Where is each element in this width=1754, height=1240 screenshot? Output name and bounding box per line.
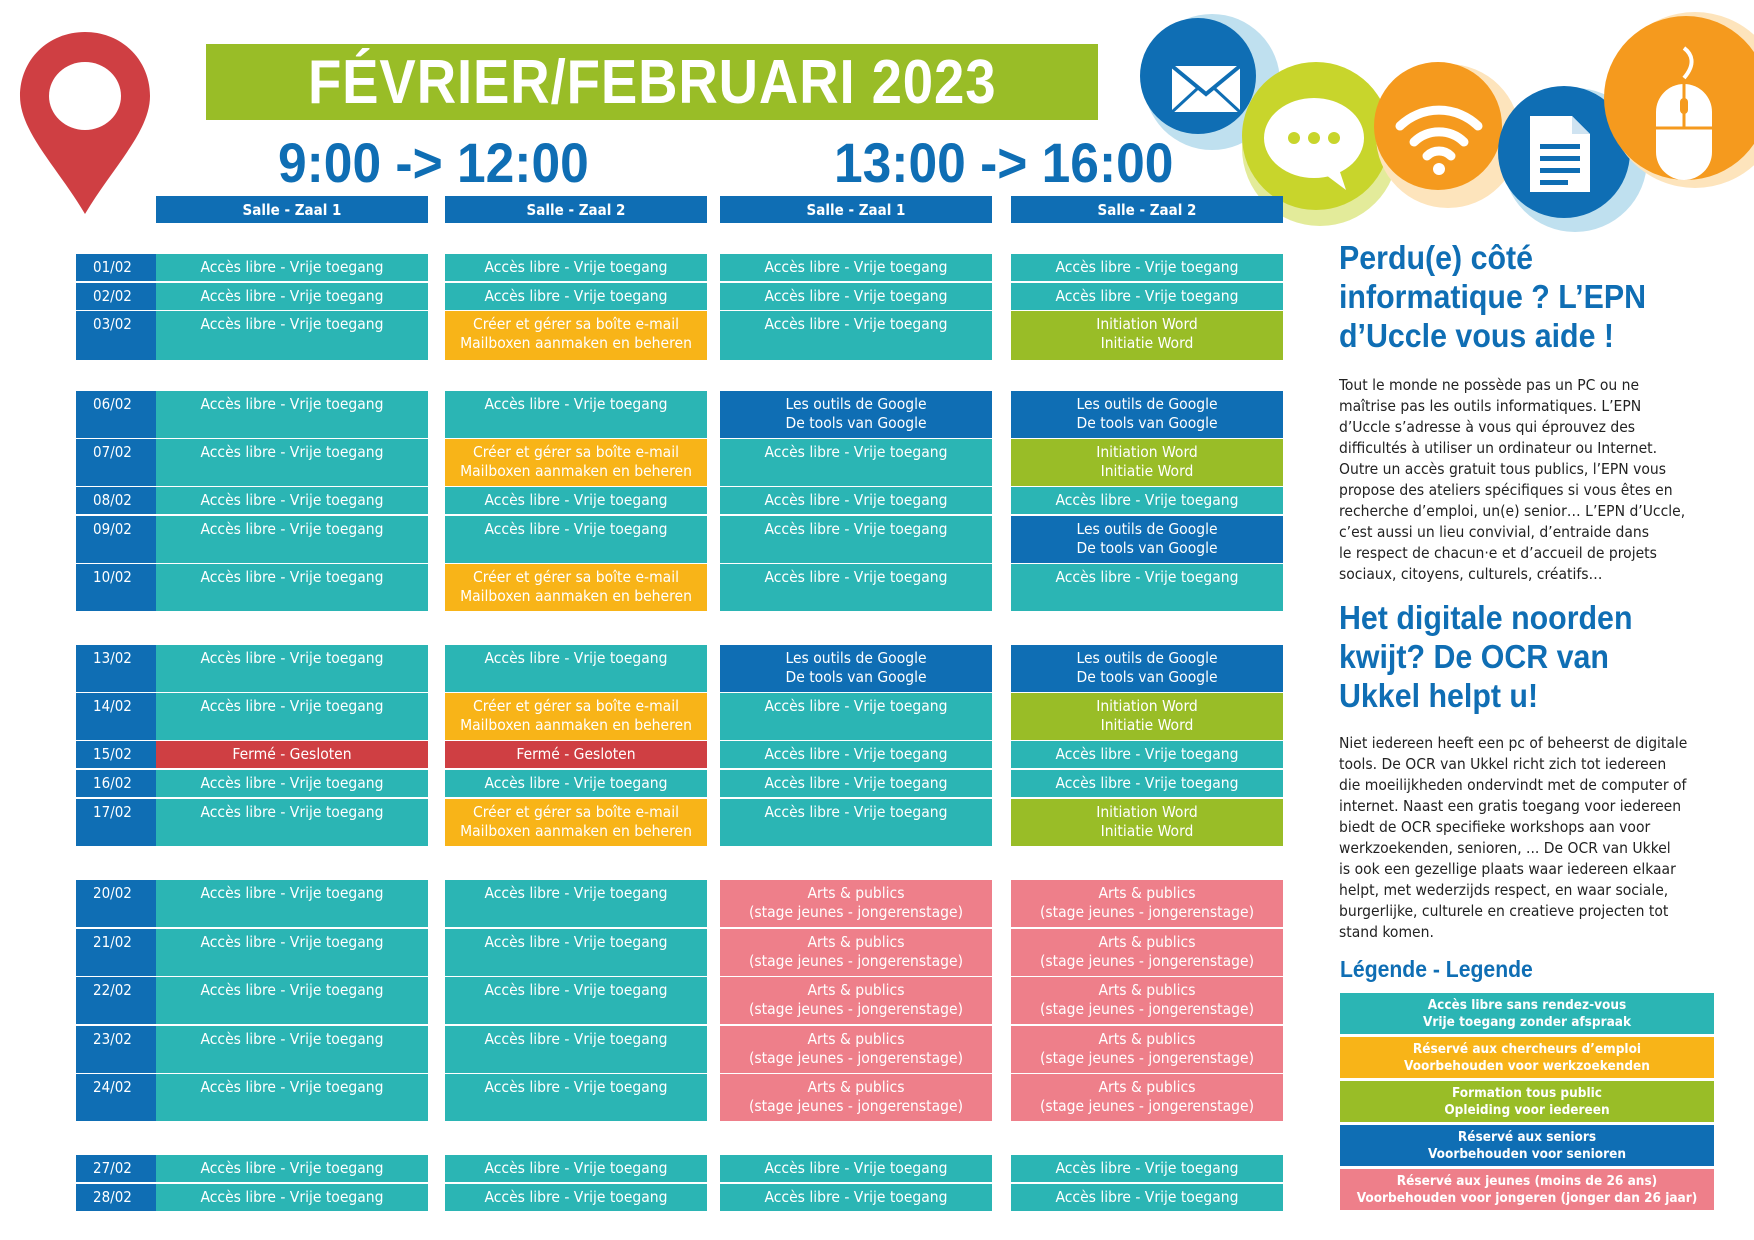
fr-body-line: le respect de chacun·e et d’accueil de projets [1339, 544, 1657, 562]
legend-item-text: Vrije toegang zonder afspraak [1422, 1014, 1632, 1030]
schedule-cell-arts [1011, 1026, 1283, 1073]
schedule-cell-text: De tools van Google [1076, 414, 1218, 432]
schedule-cell-job [445, 799, 707, 846]
date-cell: 09/02 [76, 516, 156, 563]
schedule-cell-free [445, 1074, 707, 1121]
nl-body-line: tools. De OCR van Ukkel richt zich tot iedereen [1339, 755, 1667, 773]
schedule-cell-google [1011, 645, 1283, 692]
schedule-cell-text: Mailboxen aanmaken en beheren [460, 462, 692, 480]
schedule-cell-text: Accès libre - Vrije toegang [200, 774, 384, 792]
schedule-cell-text: Accès libre - Vrije toegang [484, 287, 668, 305]
fr-body-line: recherche d’emploi, un(e) senior… L’EPN d’Uccle, [1339, 502, 1686, 520]
schedule-cell-text: Les outils de Google [785, 395, 927, 413]
nl-body-line: burgerlijke, culturele en creatieve projecten tot [1339, 902, 1669, 920]
schedule-cell-free [156, 1184, 428, 1211]
schedule-cell-text: Accès libre - Vrije toegang [200, 649, 384, 667]
schedule-cell-job [445, 439, 707, 486]
schedule-cell-free [1011, 487, 1283, 514]
page-title: FÉVRIER/FEBRUARI 2023 [307, 47, 997, 117]
schedule-cell-text: Accès libre - Vrije toegang [484, 981, 668, 999]
schedule-cell-free [720, 1184, 992, 1211]
schedule-cell-arts [720, 1026, 992, 1073]
schedule-cell-text: Accès libre - Vrije toegang [764, 774, 948, 792]
schedule-cell-text: Accès libre - Vrije toegang [764, 1188, 948, 1206]
schedule-cell-free [1011, 770, 1283, 797]
schedule-cell-free [445, 770, 707, 797]
schedule-cell-word [1011, 311, 1283, 360]
schedule-cell-text: Accès libre - Vrije toegang [484, 1188, 668, 1206]
fr-body-line: sociaux, citoyens, culturels, créatifs… [1339, 565, 1603, 583]
schedule-cell-text: Accès libre - Vrije toegang [1055, 1188, 1239, 1206]
date-cell: 22/02 [76, 977, 156, 1024]
schedule-cell-text: (stage jeunes - jongerenstage) [1039, 1097, 1255, 1115]
legend-item-free [1340, 993, 1714, 1034]
nl-heading-line: Het digitale noorden [1339, 599, 1633, 636]
schedule-cell-free [445, 1184, 707, 1211]
schedule-cell-free [720, 283, 992, 310]
schedule-cell-job [445, 311, 707, 360]
schedule-cell-free [720, 254, 992, 281]
date-cell: 06/02 [76, 391, 156, 438]
schedule-cell-arts [1011, 929, 1283, 976]
schedule-cell-text: Accès libre - Vrije toegang [200, 981, 384, 999]
room-header-afternoon-2: Salle - Zaal 2 [1011, 196, 1283, 223]
schedule-cell-text: Accès libre - Vrije toegang [200, 491, 384, 509]
nl-body-line: internet. Naast een gratis toegang voor iedereen [1339, 797, 1682, 815]
schedule-cell-text: Accès libre - Vrije toegang [484, 1030, 668, 1048]
schedule-cell-text: Accès libre - Vrije toegang [484, 1159, 668, 1177]
fr-body-line: difficultés à utiliser un ordinateur ou Internet. [1339, 439, 1658, 457]
fr-heading-line: informatique ? L’EPN [1339, 278, 1647, 315]
schedule-cell-free [156, 880, 428, 927]
schedule-cell-text: Accès libre - Vrije toegang [764, 258, 948, 276]
legend-item-google [1340, 1125, 1714, 1166]
schedule-cell-closed [445, 741, 707, 768]
schedule-cell-text: Accès libre - Vrije toegang [764, 315, 948, 333]
schedule-cell-text: (stage jeunes - jongerenstage) [748, 952, 964, 970]
chat-bubble-icon [1262, 96, 1366, 192]
date-cell: 23/02 [76, 1026, 156, 1073]
date-cell: 21/02 [76, 929, 156, 976]
date-cell: 20/02 [76, 880, 156, 927]
page-title-banner [206, 44, 1098, 120]
schedule-cell-free [1011, 283, 1283, 310]
schedule-cell-arts [720, 1074, 992, 1121]
schedule-cell-text: Accès libre - Vrije toegang [764, 491, 948, 509]
schedule-cell-text: De tools van Google [1076, 539, 1218, 557]
schedule-cell-free [156, 1155, 428, 1182]
schedule-cell-free [720, 799, 992, 846]
schedule-cell-free [445, 977, 707, 1024]
schedule-cell-text: Mailboxen aanmaken en beheren [460, 716, 692, 734]
schedule-cell-text: Accès libre - Vrije toegang [200, 803, 384, 821]
date-cell: 02/02 [76, 283, 156, 310]
nl-heading [1339, 598, 1632, 715]
schedule-cell-free [720, 693, 992, 740]
nl-body-line: is ook een gezellige plaats waar iedereen elkaar [1339, 860, 1676, 878]
date-cell: 13/02 [76, 645, 156, 692]
schedule-cell-free [720, 311, 992, 360]
schedule-cell-free [156, 254, 428, 281]
schedule-cell-text: Accès libre - Vrije toegang [484, 774, 668, 792]
afternoon-time-heading: 13:00 -> 16:00 [834, 131, 1174, 194]
date-cell: 08/02 [76, 487, 156, 514]
date-cell: 15/02 [76, 741, 156, 768]
schedule-cell-text: (stage jeunes - jongerenstage) [1039, 903, 1255, 921]
schedule-cell-text: Accès libre - Vrije toegang [1055, 745, 1239, 763]
fr-heading-line: d’Uccle vous aide ! [1339, 317, 1615, 354]
date-cell: 27/02 [76, 1155, 156, 1182]
wifi-icon [1394, 98, 1484, 176]
schedule-cell-text: Accès libre - Vrije toegang [484, 395, 668, 413]
legend-item-text: Réservé aux seniors [1457, 1129, 1597, 1145]
schedule-cell-text: Accès libre - Vrije toegang [764, 287, 948, 305]
document-icon [1528, 114, 1592, 194]
schedule-cell-text: Accès libre - Vrije toegang [484, 933, 668, 951]
legend-item-arts [1340, 1169, 1714, 1210]
schedule-cell-free [156, 564, 428, 611]
schedule-cell-text: Mailboxen aanmaken en beheren [460, 334, 692, 352]
date-cell: 28/02 [76, 1184, 156, 1211]
schedule-cell-free [156, 770, 428, 797]
schedule-cell-text: (stage jeunes - jongerenstage) [748, 903, 964, 921]
schedule-cell-free [1011, 564, 1283, 611]
legend-item-word [1340, 1081, 1714, 1122]
schedule-cell-text: Arts & publics [807, 933, 905, 951]
schedule-cell-closed [156, 741, 428, 768]
schedule-cell-free [445, 645, 707, 692]
schedule-cell-text: Initiatie Word [1100, 462, 1194, 480]
schedule-cell-free [720, 770, 992, 797]
schedule-cell-text: Les outils de Google [1076, 520, 1218, 538]
schedule-cell-text: Fermé - Gesloten [516, 745, 636, 763]
schedule-cell-text: Les outils de Google [1076, 395, 1218, 413]
schedule-cell-text: Accès libre - Vrije toegang [200, 884, 384, 902]
schedule-cell-arts [720, 880, 992, 927]
legend-item-text: Réservé aux jeunes (moins de 26 ans) [1396, 1173, 1658, 1189]
schedule-cell-text: Accès libre - Vrije toegang [1055, 1159, 1239, 1177]
schedule-cell-text: Accès libre - Vrije toegang [764, 520, 948, 538]
schedule-cell-text: Arts & publics [807, 981, 905, 999]
schedule-cell-text: Accès libre - Vrije toegang [484, 258, 668, 276]
schedule-cell-text: Créer et gérer sa boîte e-mail [473, 315, 679, 333]
schedule-cell-free [156, 516, 428, 563]
date-cell: 03/02 [76, 311, 156, 360]
schedule-cell-free [720, 564, 992, 611]
date-cell: 10/02 [76, 564, 156, 611]
schedule-cell-text: Accès libre - Vrije toegang [200, 1159, 384, 1177]
schedule-cell-text: Accès libre - Vrije toegang [1055, 287, 1239, 305]
schedule-cell-free [445, 254, 707, 281]
schedule-cell-free [156, 487, 428, 514]
schedule-cell-text: Initiatie Word [1100, 716, 1194, 734]
envelope-icon [1170, 64, 1242, 114]
schedule-cell-text: De tools van Google [785, 414, 927, 432]
schedule-cell-text: (stage jeunes - jongerenstage) [748, 1000, 964, 1018]
schedule-cell-text: Initiation Word [1096, 443, 1198, 461]
schedule-cell-free [156, 439, 428, 486]
schedule-cell-text: Initiation Word [1096, 697, 1198, 715]
legend-item-text: Réservé aux chercheurs d’emploi [1412, 1041, 1642, 1057]
fr-heading-line: Perdu(e) côté [1339, 239, 1534, 276]
schedule-cell-google [1011, 391, 1283, 438]
legend-item-text: Voorbehouden voor werkzoekenden [1404, 1058, 1650, 1074]
schedule-cell-arts [1011, 1074, 1283, 1121]
schedule-cell-arts [1011, 977, 1283, 1024]
schedule-cell-word [1011, 799, 1283, 846]
schedule-cell-free [1011, 1155, 1283, 1182]
schedule-cell-text: Mailboxen aanmaken en beheren [460, 587, 692, 605]
nl-heading-line: kwijt? De OCR van [1339, 638, 1609, 675]
schedule-cell-text: Initiatie Word [1100, 822, 1194, 840]
schedule-cell-text: (stage jeunes - jongerenstage) [1039, 1049, 1255, 1067]
schedule-cell-free [156, 693, 428, 740]
schedule-cell-free [445, 880, 707, 927]
schedule-cell-text: Accès libre - Vrije toegang [200, 520, 384, 538]
schedule-cell-text: Créer et gérer sa boîte e-mail [473, 568, 679, 586]
schedule-cell-text: Arts & publics [1098, 884, 1196, 902]
schedule-cell-arts [1011, 880, 1283, 927]
schedule-cell-arts [720, 929, 992, 976]
schedule-cell-text: De tools van Google [785, 668, 927, 686]
schedule-cell-google [720, 645, 992, 692]
schedule-cell-text: Arts & publics [1098, 1078, 1196, 1096]
legend-item-text: Formation tous public [1452, 1085, 1602, 1101]
room-header-morning-2: Salle - Zaal 2 [445, 196, 707, 223]
nl-body [1339, 733, 1719, 943]
schedule-cell-text: Accès libre - Vrije toegang [1055, 774, 1239, 792]
morning-time-heading: 9:00 -> 12:00 [278, 131, 589, 194]
schedule-cell-text: Accès libre - Vrije toegang [200, 697, 384, 715]
fr-body-line: d’Uccle s’adresse à vous qui éprouvez des [1339, 418, 1636, 436]
date-cell: 24/02 [76, 1074, 156, 1121]
fr-body-line: maîtrise pas les outils informatiques. L’EPN [1339, 397, 1642, 415]
schedule-cell-free [156, 1074, 428, 1121]
schedule-cell-text: Accès libre - Vrije toegang [200, 1078, 384, 1096]
schedule-cell-free [445, 283, 707, 310]
schedule-cell-text: Les outils de Google [785, 649, 927, 667]
nl-body-line: Niet iedereen heeft een pc of beheerst de digitale [1339, 734, 1688, 752]
schedule-cell-text: Initiation Word [1096, 803, 1198, 821]
schedule-cell-text: Initiatie Word [1100, 334, 1194, 352]
schedule-cell-free [720, 487, 992, 514]
schedule-cell-text: Accès libre - Vrije toegang [764, 443, 948, 461]
schedule-cell-free [156, 1026, 428, 1073]
schedule-cell-job [445, 564, 707, 611]
date-cell: 14/02 [76, 693, 156, 740]
schedule-cell-free [445, 1155, 707, 1182]
schedule-cell-text: Accès libre - Vrije toegang [484, 649, 668, 667]
date-cell: 01/02 [76, 254, 156, 281]
schedule-cell-free [156, 311, 428, 360]
schedule-cell-text: Accès libre - Vrije toegang [764, 745, 948, 763]
room-header-morning-1: Salle - Zaal 1 [156, 196, 428, 223]
schedule-cell-free [720, 439, 992, 486]
schedule-cell-text: Arts & publics [1098, 1030, 1196, 1048]
fr-body-line: propose des ateliers spécifiques si vous êtes en [1339, 481, 1673, 499]
fr-body [1339, 375, 1719, 585]
schedule-cell-text: Les outils de Google [1076, 649, 1218, 667]
schedule-cell-text: Accès libre - Vrije toegang [200, 287, 384, 305]
nl-body-line: stand komen. [1339, 923, 1434, 941]
legend-item-text: Accès libre sans rendez-vous [1427, 997, 1627, 1013]
schedule-cell-free [720, 1155, 992, 1182]
schedule-cell-text: Accès libre - Vrije toegang [764, 568, 948, 586]
schedule-cell-text: Arts & publics [807, 1078, 905, 1096]
schedule-cell-text: Créer et gérer sa boîte e-mail [473, 803, 679, 821]
schedule-cell-text: Accès libre - Vrije toegang [200, 395, 384, 413]
schedule-cell-text: Accès libre - Vrije toegang [1055, 258, 1239, 276]
schedule-cell-text: Accès libre - Vrije toegang [200, 315, 384, 333]
schedule-cell-free [445, 487, 707, 514]
legend-title: Légende - Legende [1340, 956, 1533, 982]
nl-body-line: helpt, met wederzijds respect, en waar sociale, [1339, 881, 1669, 899]
schedule-cell-free [445, 391, 707, 438]
schedule-cell-text: (stage jeunes - jongerenstage) [1039, 1000, 1255, 1018]
schedule-cell-text: Créer et gérer sa boîte e-mail [473, 443, 679, 461]
schedule-cell-text: Fermé - Gesloten [232, 745, 352, 763]
schedule-cell-text: Accès libre - Vrije toegang [764, 1159, 948, 1177]
schedule-cell-free [156, 645, 428, 692]
schedule-cell-google [720, 391, 992, 438]
schedule-cell-text: Accès libre - Vrije toegang [200, 568, 384, 586]
legend-item-text: Voorbehouden voor jongeren (jonger dan 26 jaar) [1356, 1190, 1698, 1206]
schedule-cell-text: Accès libre - Vrije toegang [200, 443, 384, 461]
date-cell: 16/02 [76, 770, 156, 797]
schedule-cell-text: Accès libre - Vrije toegang [484, 520, 668, 538]
schedule-cell-free [720, 741, 992, 768]
room-header-afternoon-1: Salle - Zaal 1 [720, 196, 992, 223]
schedule-cell-text: Arts & publics [807, 884, 905, 902]
fr-body-line: Tout le monde ne possède pas un PC ou ne [1339, 376, 1640, 394]
schedule-cell-text: (stage jeunes - jongerenstage) [1039, 952, 1255, 970]
schedule-cell-text: De tools van Google [1076, 668, 1218, 686]
nl-body-line: die moeilijkheden ondervindt met de computer of [1339, 776, 1687, 794]
schedule-cell-text: (stage jeunes - jongerenstage) [748, 1049, 964, 1067]
schedule-cell-text: Accès libre - Vrije toegang [1055, 491, 1239, 509]
schedule-cell-free [156, 799, 428, 846]
schedule-cell-text: Accès libre - Vrije toegang [484, 884, 668, 902]
legend-item-text: Voorbehouden voor senioren [1427, 1146, 1627, 1162]
schedule-cell-text: Accès libre - Vrije toegang [200, 1030, 384, 1048]
schedule-cell-text: Accès libre - Vrije toegang [1055, 568, 1239, 586]
schedule-cell-word [1011, 693, 1283, 740]
schedule-cell-free [156, 391, 428, 438]
fr-body-line: Outre un accès gratuit tous publics, l’EPN vous [1339, 460, 1667, 478]
fr-body-line: c’est aussi un lieu convivial, d’entraide dans [1339, 523, 1650, 541]
nl-heading-line: Ukkel helpt u! [1339, 677, 1539, 714]
schedule-cell-free [156, 929, 428, 976]
schedule-cell-text: Accès libre - Vrije toegang [200, 258, 384, 276]
date-cell: 07/02 [76, 439, 156, 486]
nl-body-line: werkzoekenden, senioren, ... De OCR van Ukkel [1339, 839, 1671, 857]
schedule-cell-free [445, 516, 707, 563]
schedule-cell-text: Accès libre - Vrije toegang [200, 933, 384, 951]
legend-item-job [1340, 1037, 1714, 1078]
schedule-cell-job [445, 693, 707, 740]
schedule-cell-arts [720, 977, 992, 1024]
schedule-cell-text: Accès libre - Vrije toegang [764, 697, 948, 715]
schedule-cell-text: Initiation Word [1096, 315, 1198, 333]
schedule-cell-free [156, 283, 428, 310]
schedule-cell-text: Accès libre - Vrije toegang [764, 803, 948, 821]
schedule-cell-free [1011, 741, 1283, 768]
legend-item-text: Opleiding voor iedereen [1444, 1102, 1610, 1118]
schedule-cell-text: Accès libre - Vrije toegang [200, 1188, 384, 1206]
schedule-cell-free [445, 1026, 707, 1073]
schedule-cell-text: Accès libre - Vrije toegang [484, 1078, 668, 1096]
date-cell: 17/02 [76, 799, 156, 846]
nl-body-line: biedt de OCR specifieke workshops aan voor [1339, 818, 1651, 836]
schedule-cell-text: Arts & publics [807, 1030, 905, 1048]
schedule-cell-free [445, 929, 707, 976]
schedule-cell-free [1011, 1184, 1283, 1211]
schedule-cell-word [1011, 439, 1283, 486]
schedule-cell-free [1011, 254, 1283, 281]
schedule-cell-text: Créer et gérer sa boîte e-mail [473, 697, 679, 715]
schedule-cell-free [156, 977, 428, 1024]
mouse-icon [1652, 44, 1716, 184]
schedule-cell-google [1011, 516, 1283, 563]
schedule-cell-text: (stage jeunes - jongerenstage) [748, 1097, 964, 1115]
schedule-cell-free [720, 516, 992, 563]
schedule-cell-text: Accès libre - Vrije toegang [484, 491, 668, 509]
schedule-cell-text: Mailboxen aanmaken en beheren [460, 822, 692, 840]
schedule-cell-text: Arts & publics [1098, 981, 1196, 999]
location-pin-icon [14, 28, 156, 218]
fr-heading [1339, 238, 1646, 355]
schedule-cell-text: Arts & publics [1098, 933, 1196, 951]
